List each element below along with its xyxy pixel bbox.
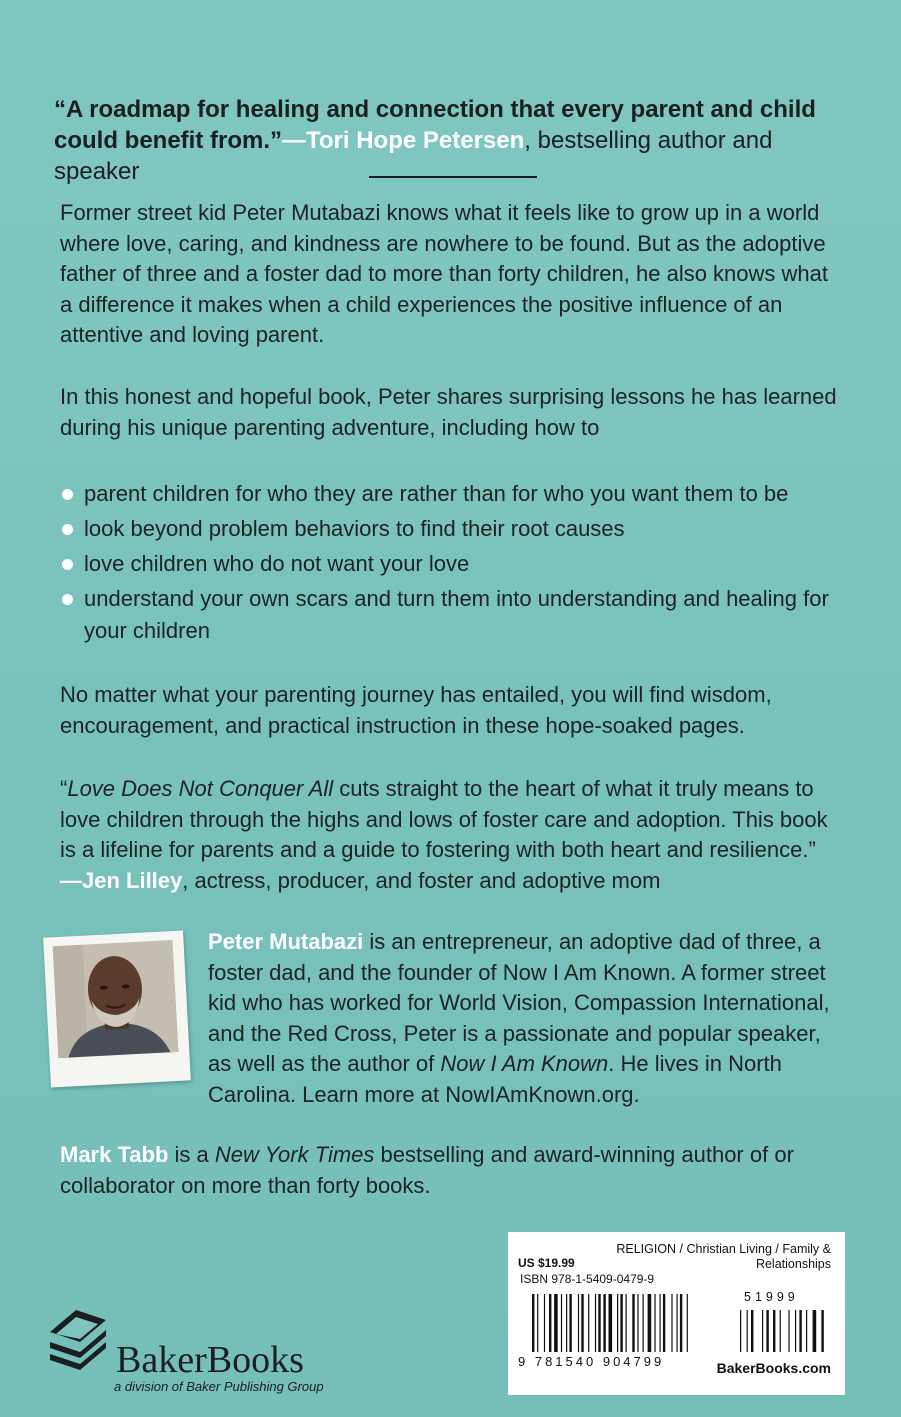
barcode-bar (595, 1294, 596, 1352)
top-quote-role: , bestselling author and speaker (54, 127, 773, 185)
publisher-logo (46, 1306, 366, 1396)
barcode-bar (569, 1294, 571, 1352)
price-bar (762, 1310, 763, 1352)
barcode-bar (671, 1294, 672, 1352)
endorsement-author: —Jen Lilley (60, 867, 183, 893)
author-photo (43, 930, 191, 1087)
barcode-bar (588, 1294, 589, 1352)
barcode-digits: 9 781540 904799 (518, 1354, 665, 1369)
bullet-icon (62, 559, 73, 570)
divider-rule (369, 176, 537, 178)
barcode-bar (677, 1294, 678, 1352)
price-bar (795, 1310, 796, 1352)
barcode-bar (620, 1294, 622, 1352)
price-bar (766, 1310, 768, 1352)
author-name: Peter Mutabazi (208, 929, 364, 954)
author-book-title: Now I Am Known (440, 1051, 609, 1076)
barcode-bar (598, 1294, 600, 1352)
price-label: US $19.99 (518, 1256, 575, 1270)
price-bar (813, 1310, 817, 1352)
publication-name: New York Times (214, 1142, 375, 1167)
book-title: Love Does Not Conquer All (67, 776, 334, 801)
publisher-tagline: a division of Baker Publishing Group (114, 1379, 324, 1394)
coauthor-bio (60, 1140, 840, 1201)
barcode-bar (561, 1294, 562, 1352)
barcode-bar (549, 1294, 551, 1352)
bullet-icon (62, 489, 73, 500)
list-item-text: look beyond problem behaviors to find their root causes (84, 516, 625, 541)
barcode-bar (581, 1294, 583, 1352)
price-bar (740, 1310, 741, 1352)
publisher-name: BakerBooks (116, 1339, 304, 1381)
book-stack-icon (46, 1306, 112, 1376)
barcode-bar (663, 1294, 665, 1352)
list-item (60, 548, 840, 580)
price-bar (788, 1310, 789, 1352)
price-bar (773, 1310, 775, 1352)
description-paragraph-2: In this honest and hopeful book, Peter shares surprising lessons he has learned during his unique parenting adventure, including how to (60, 384, 837, 440)
price-bar (747, 1310, 748, 1352)
price-bar (751, 1310, 753, 1352)
price-bar (821, 1310, 823, 1352)
description-paragraph-1: Former street kid Peter Mutabazi knows what it feels like to grow up in a world where love, caring, and kindness are nowhere to be found. But as the adoptive father of three and a foster dad to more than forty children, he also knows what a difference it makes when a child experiences the positive influence of an attentive and loving parent. (60, 200, 828, 347)
barcode-bar (687, 1294, 688, 1352)
list-item-text: understand your own scars and turn them into understanding and healing for your children (84, 586, 829, 643)
barcode-bar (532, 1294, 534, 1352)
barcode-bar (566, 1294, 567, 1352)
barcode-box (508, 1232, 845, 1395)
top-quote-author: —Tori Hope Petersen (282, 127, 525, 154)
barcode-bar (637, 1294, 638, 1352)
price-bar (799, 1310, 801, 1352)
lessons-list (60, 478, 840, 650)
barcode-bar (554, 1294, 558, 1352)
description-paragraph-3: No matter what your parenting journey has entailed, you will find wisdom, encouragement, and practical instruction in these hope-soaked pages. (60, 682, 772, 738)
quote-open: “ (60, 776, 68, 801)
endorsement-text: cuts straight to the heart of what it truly means to love children through the highs and lows of foster care and adoption. This book is a lifeline for parents and a guide to fostering with both heart and resilience.” (60, 776, 828, 862)
portrait-icon (53, 940, 179, 1058)
coauthor-name: Mark Tabb (60, 1142, 169, 1167)
barcode-bar (654, 1294, 655, 1352)
top-endorsement (54, 94, 854, 187)
barcode-bar (648, 1294, 652, 1352)
barcode-bar (632, 1294, 634, 1352)
endorsement-role: , actress, producer, and foster and adoptive mom (182, 867, 661, 893)
price-code: 51999 (744, 1290, 799, 1304)
category-label: RELIGION / Christian Living / Family & Relationships (616, 1242, 831, 1271)
author-bio (208, 927, 848, 1110)
barcode-bar (626, 1294, 627, 1352)
coauthor-bio-text: is a (168, 1142, 215, 1167)
list-item (60, 583, 840, 647)
barcode-bar (660, 1294, 661, 1352)
list-item (60, 513, 840, 545)
barcode-bar (537, 1294, 538, 1352)
barcode-bar (617, 1294, 618, 1352)
publisher-website: BakerBooks.com (716, 1360, 831, 1376)
bullet-icon (62, 594, 73, 605)
price-bar (806, 1310, 807, 1352)
author-bio-text: is an entrepreneur, an adoptive dad of three, a foster dad, and the founder of Now I Am Known. A former street kid who has worked for World Vision, Compassion International, and the Red Cross, Peter is a passionate and popular speaker, as well as the author of (208, 929, 830, 1076)
second-endorsement (60, 774, 840, 896)
barcode-bar (603, 1294, 605, 1352)
barcode-bar (680, 1294, 682, 1352)
list-item (60, 478, 840, 510)
barcode-bar (609, 1294, 613, 1352)
coauthor-bio-text-end: bestselling and award-winning author of or collaborator on more than forty books. (60, 1142, 794, 1198)
barcode-bar (544, 1294, 545, 1352)
isbn-label: ISBN 978-1-5409-0479-9 (520, 1272, 655, 1286)
author-bio-text-end: . He lives in North Carolina. Learn more at NowIAmKnown.org. (208, 1051, 782, 1107)
barcode-bar (643, 1294, 644, 1352)
list-item-text: love children who do not want your love (84, 551, 470, 576)
list-item-text: parent children for who they are rather than for who you want them to be (84, 481, 789, 506)
price-bar (780, 1310, 781, 1352)
barcode-bar (578, 1294, 579, 1352)
top-quote-text: “A roadmap for healing and connection that every parent and child could benefit from.” (54, 96, 816, 154)
bullet-icon (62, 524, 73, 535)
author-portrait (53, 940, 179, 1058)
